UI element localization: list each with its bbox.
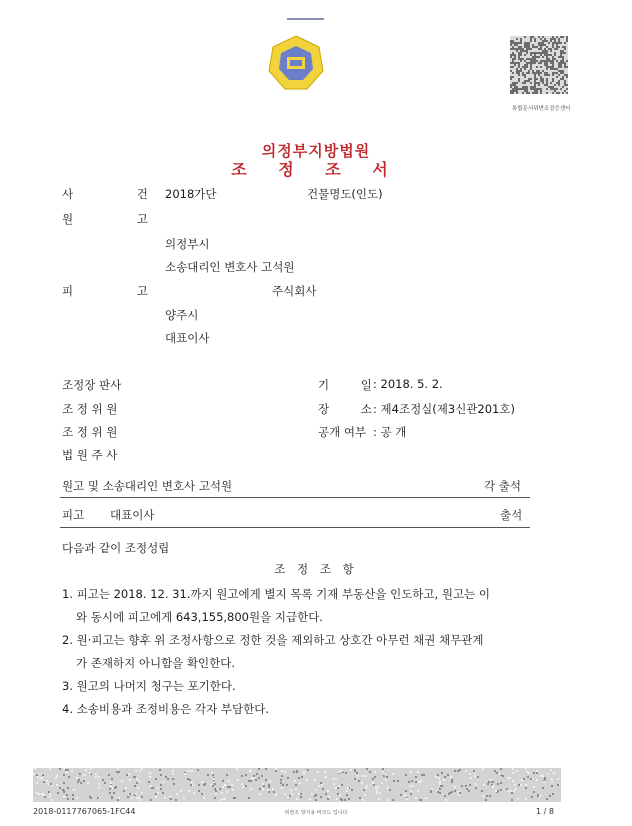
clause-2-line-2: 가 존재하지 아니함을 확인한다. xyxy=(76,656,236,670)
attendance-party-2: 피고 xyxy=(62,508,85,522)
court-name: 의정부지방법원 xyxy=(261,142,371,160)
plaintiff-address: 의정부시 xyxy=(165,237,210,251)
clause-3: 3. 원고의 나머지 청구는 포기한다. xyxy=(62,679,236,693)
chief-mediator-label: 조정장 판사 xyxy=(62,378,122,392)
divider xyxy=(60,527,530,528)
session-date-label: 기 일 xyxy=(318,378,386,392)
case-number: 2018가단 xyxy=(165,187,217,201)
defendant-label: 피 고 xyxy=(62,284,178,298)
mediator-2-label: 조 정 위 원 xyxy=(62,425,118,439)
defendant-rep: 대표이사 xyxy=(165,331,210,345)
clause-2-line-1: 2. 원·피고는 향후 위 조정사항으로 정한 것을 제외하고 상호간 아무런 채권 채무관계 xyxy=(62,633,484,647)
session-place-label: 장 소 xyxy=(318,402,386,416)
attendance-rep-2: 대표이사 xyxy=(110,508,155,522)
plaintiff-label: 원 고 xyxy=(62,212,178,226)
session-date-value: : 2018. 5. 2. xyxy=(373,377,443,391)
section-title: 조 정 조 항 xyxy=(274,562,358,576)
barcode-notice: 위변조 방지용 바코드 입니다 xyxy=(284,810,348,816)
top-rule xyxy=(287,18,324,20)
plaintiff-counsel: 소송대리인 변호사 고석원 xyxy=(165,260,295,274)
clause-4: 4. 소송비용과 조정비용은 각자 부담한다. xyxy=(62,702,269,716)
defendant-company: 주식회사 xyxy=(272,284,317,298)
attendance-party-1: 원고 및 소송대리인 변호사 고석원 xyxy=(62,479,233,493)
clause-1-line-2: 와 동시에 피고에게 643,155,800원을 지급한다. xyxy=(76,610,323,624)
court-seal-icon xyxy=(266,33,326,93)
document-title: 조 정 조 서 xyxy=(231,160,401,179)
verification-qr-icon xyxy=(510,36,568,94)
attendance-status-1: 각 출석 xyxy=(484,479,521,493)
case-name: 건물명도(인도) xyxy=(307,187,383,201)
session-public-label: 공개 여부 xyxy=(318,425,367,439)
settlement-intro: 다음과 같이 조정성립 xyxy=(62,541,170,555)
divider xyxy=(60,497,530,498)
document-id: 2018-0117767065-1FC44 xyxy=(33,807,136,816)
defendant-address: 양주시 xyxy=(165,308,199,322)
attendance-status-2: 출석 xyxy=(500,508,523,522)
session-place-value: : 제4조정실(제3신관201호) xyxy=(373,402,515,416)
qr-caption: 통합문서위변조검증센터 xyxy=(512,106,571,112)
page-number: 1 / 8 xyxy=(536,807,554,816)
anti-forgery-barcode xyxy=(33,768,561,802)
clerk-label: 법 원 주 사 xyxy=(62,448,118,462)
session-public-value: : 공 개 xyxy=(373,425,407,439)
clause-1-line-1: 1. 피고는 2018. 12. 31.까지 원고에게 별지 목록 기재 부동산을 인도하고, 원고는 이 xyxy=(62,587,490,601)
case-label: 사 건 xyxy=(62,187,178,201)
mediator-1-label: 조 정 위 원 xyxy=(62,402,118,416)
